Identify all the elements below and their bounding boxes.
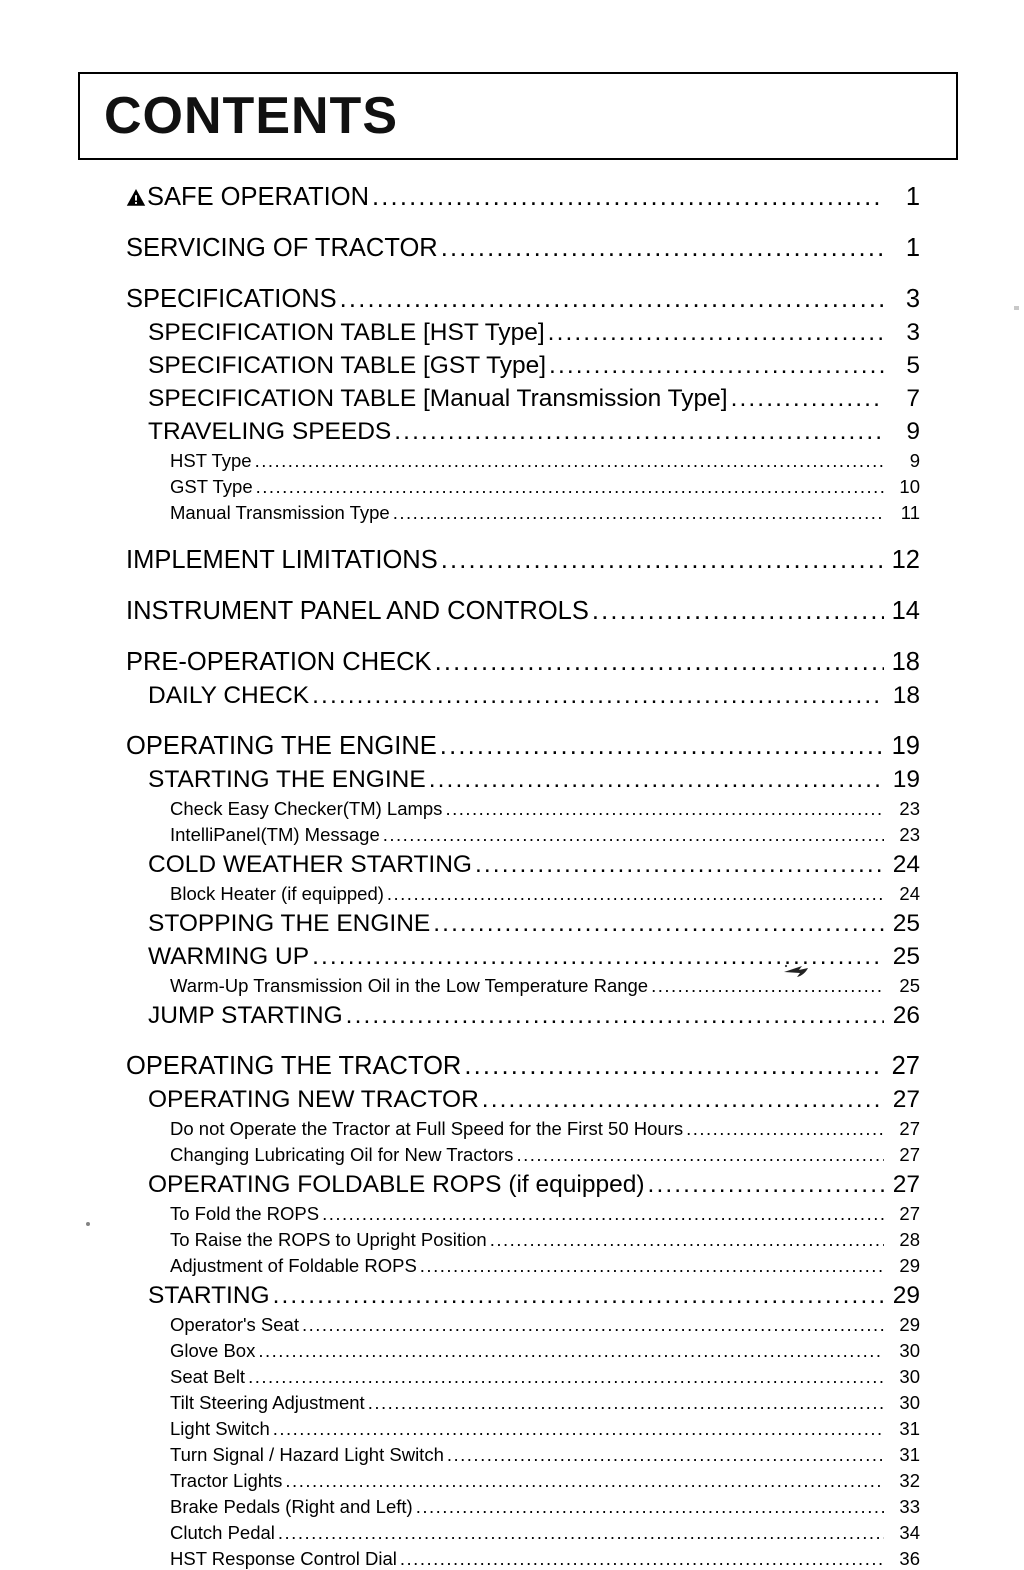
toc-entry-label <box>170 1417 270 1440</box>
toc-entry-label <box>170 797 442 820</box>
scan-speck-artifact-bottom-left <box>86 1222 90 1226</box>
toc-entry[interactable] <box>0 1544 1024 1570</box>
toc-entry-text: Light Switch <box>170 1418 270 1439</box>
toc-entry-text: Check Easy Checker(TM) Lamps <box>170 798 442 819</box>
toc-entry[interactable] <box>0 1440 1024 1466</box>
toc-entry-label <box>170 1228 487 1251</box>
toc-entry[interactable] <box>0 498 1024 524</box>
toc-entry-text: OPERATING THE TRACTOR <box>126 1052 461 1080</box>
dot-leader <box>416 1500 884 1519</box>
toc-entry-text: HST Response Control Dial <box>170 1548 397 1569</box>
toc-entry[interactable] <box>0 1199 1024 1225</box>
dot-leader <box>255 454 884 473</box>
dot-leader <box>445 802 884 821</box>
toc-entry-page-number: 31 <box>886 1443 920 1466</box>
toc-entry-label <box>148 681 309 710</box>
toc-entry-page-number: 27 <box>886 1085 920 1114</box>
toc-entry-label <box>126 596 589 626</box>
toc-entry-label <box>170 1391 365 1414</box>
toc-entry-text: STOPPING THE ENGINE <box>148 910 430 937</box>
toc-entry[interactable] <box>0 1166 1024 1199</box>
toc-entry-page-number: 9 <box>886 449 920 472</box>
toc-entry-text: Clutch Pedal <box>170 1522 275 1543</box>
toc-entry-page-number: 27 <box>886 1143 920 1166</box>
toc-entry-label <box>170 1547 397 1570</box>
toc-entry-label <box>126 731 437 761</box>
table-of-contents <box>0 176 1024 1570</box>
toc-entry-label <box>170 974 648 997</box>
toc-entry[interactable] <box>0 1518 1024 1544</box>
toc-entry-page-number: 3 <box>886 284 920 314</box>
toc-entry[interactable] <box>0 794 1024 820</box>
toc-entry-page-number: 19 <box>886 731 920 761</box>
toc-entry-page-number: 29 <box>886 1254 920 1277</box>
dot-leader <box>312 686 884 711</box>
dot-leader <box>651 979 884 998</box>
dot-leader <box>549 356 884 381</box>
dot-leader <box>387 887 884 906</box>
toc-entry[interactable] <box>0 677 1024 710</box>
dot-leader <box>440 736 884 762</box>
toc-entry-page-number: 29 <box>886 1281 920 1310</box>
toc-entry-label <box>170 1339 255 1362</box>
toc-entry-label <box>170 882 384 905</box>
toc-entry-label <box>126 233 438 263</box>
toc-entry-page-number: 29 <box>886 1313 920 1336</box>
toc-entry-text: COLD WEATHER STARTING <box>148 851 472 878</box>
warning-triangle-icon <box>126 188 146 207</box>
dot-leader <box>372 187 884 213</box>
toc-entry-page-number: 5 <box>886 351 920 380</box>
toc-entry-text: Block Heater (if equipped) <box>170 883 384 904</box>
dot-leader <box>592 601 884 627</box>
toc-entry-text: SAFE OPERATION <box>147 183 369 211</box>
toc-entry-page-number: 27 <box>886 1117 920 1140</box>
toc-entry-label <box>148 765 426 794</box>
toc-entry[interactable] <box>0 725 1024 761</box>
toc-entry-text: SPECIFICATIONS <box>126 285 337 313</box>
toc-entry-label <box>148 417 391 446</box>
toc-entry-label <box>148 1281 270 1310</box>
toc-entry-page-number: 3 <box>886 318 920 347</box>
toc-entry-text: Adjustment of Foldable ROPS <box>170 1255 417 1276</box>
toc-entry[interactable] <box>0 227 1024 263</box>
toc-entry-page-number: 31 <box>886 1417 920 1440</box>
toc-entry-label <box>148 1001 343 1030</box>
toc-entry[interactable] <box>0 1310 1024 1336</box>
toc-entry-label <box>148 1085 479 1114</box>
toc-entry-label <box>170 501 390 524</box>
toc-entry[interactable] <box>0 1251 1024 1277</box>
toc-entry[interactable] <box>0 905 1024 938</box>
toc-entry-text: SPECIFICATION TABLE [HST Type] <box>148 319 545 346</box>
toc-entry-page-number: 18 <box>886 647 920 677</box>
toc-entry-label <box>148 384 728 413</box>
dot-leader <box>368 1396 884 1415</box>
dot-leader <box>346 1006 884 1031</box>
toc-entry[interactable] <box>0 971 1024 997</box>
toc-entry-label <box>126 545 438 575</box>
dot-leader <box>256 480 884 499</box>
dot-leader <box>285 1474 884 1493</box>
dot-leader <box>686 1122 884 1141</box>
toc-entry[interactable] <box>0 1140 1024 1166</box>
toc-entry-text: Tilt Steering Adjustment <box>170 1392 365 1413</box>
toc-entry[interactable] <box>0 472 1024 498</box>
dot-leader <box>447 1448 884 1467</box>
dot-leader <box>433 914 884 939</box>
dot-leader <box>464 1056 884 1082</box>
toc-entry-page-number: 18 <box>886 681 920 710</box>
toc-entry-page-number: 26 <box>886 1001 920 1030</box>
toc-entry[interactable] <box>0 997 1024 1030</box>
page-title: CONTENTS <box>80 90 398 142</box>
toc-entry[interactable] <box>0 278 1024 314</box>
dot-leader <box>435 652 884 678</box>
toc-entry[interactable] <box>0 820 1024 846</box>
toc-entry-page-number: 10 <box>886 475 920 498</box>
toc-entry-label <box>170 1495 413 1518</box>
toc-entry[interactable] <box>0 938 1024 971</box>
toc-entry-page-number: 1 <box>886 233 920 263</box>
toc-entry-text: DAILY CHECK <box>148 682 309 709</box>
toc-entry-text: Warm-Up Transmission Oil in the Low Temperature Range <box>170 975 648 996</box>
dot-leader <box>394 422 884 447</box>
toc-entry-page-number: 27 <box>886 1170 920 1199</box>
toc-entry-text: Seat Belt <box>170 1366 245 1387</box>
dot-leader <box>273 1286 884 1311</box>
dot-leader <box>278 1526 884 1545</box>
dot-leader <box>441 238 884 264</box>
toc-entry-text: To Raise the ROPS to Upright Position <box>170 1229 487 1250</box>
dot-leader <box>548 323 884 348</box>
dot-leader <box>302 1318 884 1337</box>
toc-entry-label <box>170 823 380 846</box>
toc-entry-text: STARTING <box>148 1282 270 1309</box>
toc-entry-page-number: 1 <box>886 182 920 212</box>
toc-entry-text: WARMING UP <box>148 943 309 970</box>
toc-entry-label <box>148 318 545 347</box>
toc-entry[interactable] <box>0 314 1024 347</box>
toc-entry[interactable] <box>0 446 1024 472</box>
toc-entry[interactable] <box>0 413 1024 446</box>
toc-entry-text: IntelliPanel(TM) Message <box>170 824 380 845</box>
toc-entry-page-number: 19 <box>886 765 920 794</box>
toc-entry-page-number: 14 <box>886 596 920 626</box>
toc-entry[interactable] <box>0 1045 1024 1081</box>
toc-entry-page-number: 27 <box>886 1202 920 1225</box>
toc-entry-label <box>170 1202 319 1225</box>
toc-entry-label <box>170 449 252 472</box>
dot-leader <box>340 289 884 315</box>
toc-entry[interactable] <box>0 846 1024 879</box>
toc-entry[interactable] <box>0 1362 1024 1388</box>
dot-leader <box>248 1370 884 1389</box>
toc-entry-page-number: 30 <box>886 1391 920 1414</box>
toc-entry-label <box>170 1443 444 1466</box>
toc-entry-text: SPECIFICATION TABLE [GST Type] <box>148 352 546 379</box>
toc-entry-label <box>148 351 546 380</box>
toc-entry-text: SPECIFICATION TABLE [Manual Transmission Type] <box>148 385 728 412</box>
dot-leader <box>475 855 884 880</box>
toc-entry[interactable] <box>0 1081 1024 1114</box>
dot-leader <box>490 1233 884 1252</box>
toc-entry-text: STARTING THE ENGINE <box>148 766 426 793</box>
toc-entry[interactable] <box>0 1225 1024 1251</box>
toc-entry-text: PRE-OPERATION CHECK <box>126 648 432 676</box>
toc-entry[interactable] <box>0 1414 1024 1440</box>
toc-entry-text: OPERATING NEW TRACTOR <box>148 1086 479 1113</box>
toc-entry-label <box>170 1365 245 1388</box>
dot-leader <box>273 1422 884 1441</box>
toc-entry[interactable] <box>0 1492 1024 1518</box>
toc-entry-page-number: 32 <box>886 1469 920 1492</box>
dot-leader <box>420 1259 884 1278</box>
toc-entry-text: Do not Operate the Tractor at Full Speed for the First 50 Hours <box>170 1118 683 1139</box>
dot-leader <box>648 1175 884 1200</box>
toc-entry-page-number: 27 <box>886 1051 920 1081</box>
toc-entry[interactable] <box>0 879 1024 905</box>
toc-entry-text: OPERATING FOLDABLE ROPS (if equipped) <box>148 1171 645 1198</box>
toc-entry-text: TRAVELING SPEEDS <box>148 418 391 445</box>
toc-entry-text: To Fold the ROPS <box>170 1203 319 1224</box>
toc-entry[interactable] <box>0 590 1024 626</box>
toc-entry-page-number: 7 <box>886 384 920 413</box>
toc-entry[interactable] <box>0 641 1024 677</box>
toc-entry-label <box>148 1170 645 1199</box>
toc-entry-label <box>170 1143 513 1166</box>
toc-entry-label <box>170 1469 282 1492</box>
toc-entry-label <box>148 850 472 879</box>
toc-entry-page-number: 24 <box>886 882 920 905</box>
toc-entry-page-number: 25 <box>886 942 920 971</box>
toc-entry-label <box>148 942 309 971</box>
dot-leader <box>322 1207 884 1226</box>
toc-entry-page-number: 12 <box>886 545 920 575</box>
toc-entry[interactable] <box>0 347 1024 380</box>
toc-entry-text: Operator's Seat <box>170 1314 299 1335</box>
dot-leader <box>400 1552 884 1570</box>
toc-entry[interactable] <box>0 761 1024 794</box>
toc-entry-label <box>126 284 337 314</box>
toc-entry[interactable] <box>0 1336 1024 1362</box>
toc-entry-page-number: 9 <box>886 417 920 446</box>
toc-entry-page-number: 34 <box>886 1521 920 1544</box>
toc-entry-page-number: 36 <box>886 1547 920 1570</box>
toc-entry-text: HST Type <box>170 450 252 471</box>
toc-entry-label <box>126 1051 461 1081</box>
toc-entry[interactable] <box>0 1466 1024 1492</box>
toc-entry-text: OPERATING THE ENGINE <box>126 732 437 760</box>
toc-entry-text: INSTRUMENT PANEL AND CONTROLS <box>126 597 589 625</box>
toc-entry-page-number: 11 <box>886 501 920 524</box>
toc-entry-text: Turn Signal / Hazard Light Switch <box>170 1444 444 1465</box>
contents-title-box <box>78 72 958 160</box>
toc-entry-label <box>170 1313 299 1336</box>
toc-entry-label <box>126 647 432 677</box>
dot-leader <box>258 1344 884 1363</box>
dot-leader <box>393 506 884 525</box>
toc-entry-page-number: 33 <box>886 1495 920 1518</box>
toc-entry[interactable] <box>0 380 1024 413</box>
dot-leader <box>441 550 884 576</box>
toc-entry-page-number: 23 <box>886 797 920 820</box>
scan-speck-artifact-right-margin <box>1014 306 1019 310</box>
toc-entry-page-number: 25 <box>886 974 920 997</box>
dot-leader <box>731 389 884 414</box>
toc-entry-text: Tractor Lights <box>170 1470 282 1491</box>
toc-entry[interactable] <box>0 1114 1024 1140</box>
toc-entry-label <box>170 475 253 498</box>
toc-entry-page-number: 25 <box>886 909 920 938</box>
toc-entry[interactable] <box>0 1388 1024 1414</box>
toc-entry-text: Glove Box <box>170 1340 255 1361</box>
toc-entry-page-number: 23 <box>886 823 920 846</box>
toc-entry-text: IMPLEMENT LIMITATIONS <box>126 546 438 574</box>
dot-leader <box>383 828 884 847</box>
dot-leader <box>516 1148 884 1167</box>
toc-entry-text: JUMP STARTING <box>148 1002 343 1029</box>
toc-entry-label <box>170 1521 275 1544</box>
toc-entry[interactable] <box>0 1277 1024 1310</box>
toc-entry-text: Manual Transmission Type <box>170 502 390 523</box>
toc-entry-label <box>126 182 369 212</box>
toc-entry-text: SERVICING OF TRACTOR <box>126 234 438 262</box>
toc-entry-page-number: 24 <box>886 850 920 879</box>
toc-entry-label <box>170 1117 683 1140</box>
toc-entry[interactable] <box>0 539 1024 575</box>
toc-entry[interactable] <box>0 176 1024 212</box>
toc-entry-page-number: 30 <box>886 1339 920 1362</box>
toc-entry-label <box>170 1254 417 1277</box>
toc-entry-label <box>148 909 430 938</box>
toc-entry-page-number: 28 <box>886 1228 920 1251</box>
dot-leader <box>429 770 884 795</box>
toc-entry-text: GST Type <box>170 476 253 497</box>
dot-leader <box>482 1090 884 1115</box>
toc-entry-page-number: 30 <box>886 1365 920 1388</box>
toc-entry-text: Brake Pedals (Right and Left) <box>170 1496 413 1517</box>
scan-smudge-artifact <box>782 963 816 979</box>
toc-entry-text: Changing Lubricating Oil for New Tractors <box>170 1144 513 1165</box>
